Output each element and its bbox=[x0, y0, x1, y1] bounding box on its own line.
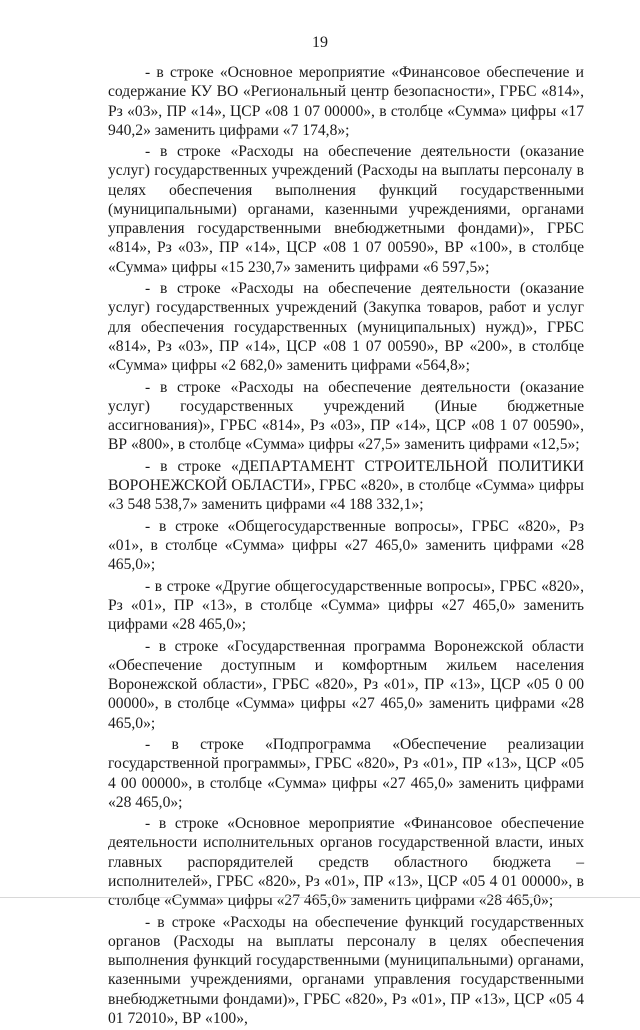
page-number: 19 bbox=[312, 34, 328, 51]
amendment-paragraph: - в строке «Подпрограмма «Обеспечение реализации государственной программы», ГРБС «820», Рз «01», ПР «13», ЦСР «05 4 00 00000», в столбце «Сумма» цифры «27 465,0» заменить цифрами «28 465,0»; bbox=[108, 736, 584, 811]
amendment-paragraph: - в строке «Расходы на обеспечение функций государственных органов (Расходы на выплаты персоналу в целях обеспечения выполнения функций государственными (муниципальными) органами, казенными учреждениями, органами управления государственными внебюджетными фондами)», ГРБС «820», Рз «01», ПР «13», ЦСР «05 4 01 72010», ВР «100», bbox=[108, 913, 584, 1027]
amendment-paragraph: - в строке «Общегосударственные вопросы», ГРБС «820», Рз «01», в столбце «Сумма» цифры «27 465,0» заменить цифрами «28 465,0»; bbox=[108, 517, 584, 574]
amendment-paragraph: - в строке «Основное мероприятие «Финансовое обеспечение и содержание КУ ВО «Региональный центр безопасности», ГРБС «814», Рз «03», ПР «14», ЦСР «08 1 07 00000», в столбце «Сумма» цифры «17 940,2» заменить цифрами «7 174,8»; bbox=[108, 64, 584, 139]
amendment-paragraph: - в строке «Расходы на обеспечение деятельности (оказание услуг) государственных учреждений (Закупка товаров, работ и услуг для обеспечения государственных (муниципальных) нужд)», ГРБС «814», Рз «03», ПР «14», ЦСР «08 1 07 00590», ВР «200», в столбце «Сумма» цифры «2 682,0» заменить цифрами «564,8»; bbox=[108, 280, 584, 375]
amendment-paragraph: - в строке «Расходы на обеспечение деятельности (оказание услуг) государственных учреждений (Иные бюджетные ассигнования)», ГРБС «814», Рз «03», ПР «14», ЦСР «08 1 07 00590», ВР «800», в столбце «Сумма» цифры «27,5» заменить цифрами «12,5»; bbox=[108, 378, 584, 454]
page-bottom-edge bbox=[0, 897, 640, 898]
amendment-paragraph: - в строке «Государственная программа Воронежской области «Обеспечение доступным и комфортным жильем населения Воронежской области», ГРБС «820», Рз «01», ПР «13», ЦСР «05 0 00 00000», в столбце «Сумма» цифры «27 465,0» заменить цифрами «28 465,0»; bbox=[108, 637, 584, 732]
amendment-paragraph: - в строке «ДЕПАРТАМЕНТ СТРОИТЕЛЬНОЙ ПОЛИТИКИ ВОРОНЕЖСКОЙ ОБЛАСТИ», ГРБС «820», в столбце «Сумма» цифры «3 548 538,7» заменить цифрами «4 188 332,1»; bbox=[108, 457, 584, 514]
amendment-paragraph: - в строке «Другие общегосударственные вопросы», ГРБС «820», Рз «01», ПР «13», в столбце «Сумма» цифры «27 465,0» заменить цифрами «28 465,0»; bbox=[108, 577, 584, 634]
amendment-paragraph: - в строке «Расходы на обеспечение деятельности (оказание услуг) государственных учреждений (Расходы на выплаты персоналу в целях обеспечения выполнения функций государственными (муниципальными) органами, казенными учреждениями, органами управления государственными внебюджетными фондами)», ГРБС «814», Рз «03», ПР «14», ЦСР «08 1 07 00590», ВР «100», в столбце «Сумма» цифры «15 230,7» заменить цифрами «6 597,5»; bbox=[108, 143, 584, 276]
amendment-paragraph: - в строке «Основное мероприятие «Финансовое обеспечение деятельности исполнительных органов государственной власти, иных главных распорядителей средств областного бюджета – исполнителей», ГРБС «820», Рз «01», ПР «13», ЦСР «05 4 01 00000», в столбце «Сумма» цифры «27 465,0» заменить цифрами «28 465,0»; bbox=[108, 815, 584, 910]
document-body bbox=[108, 63, 584, 1030]
